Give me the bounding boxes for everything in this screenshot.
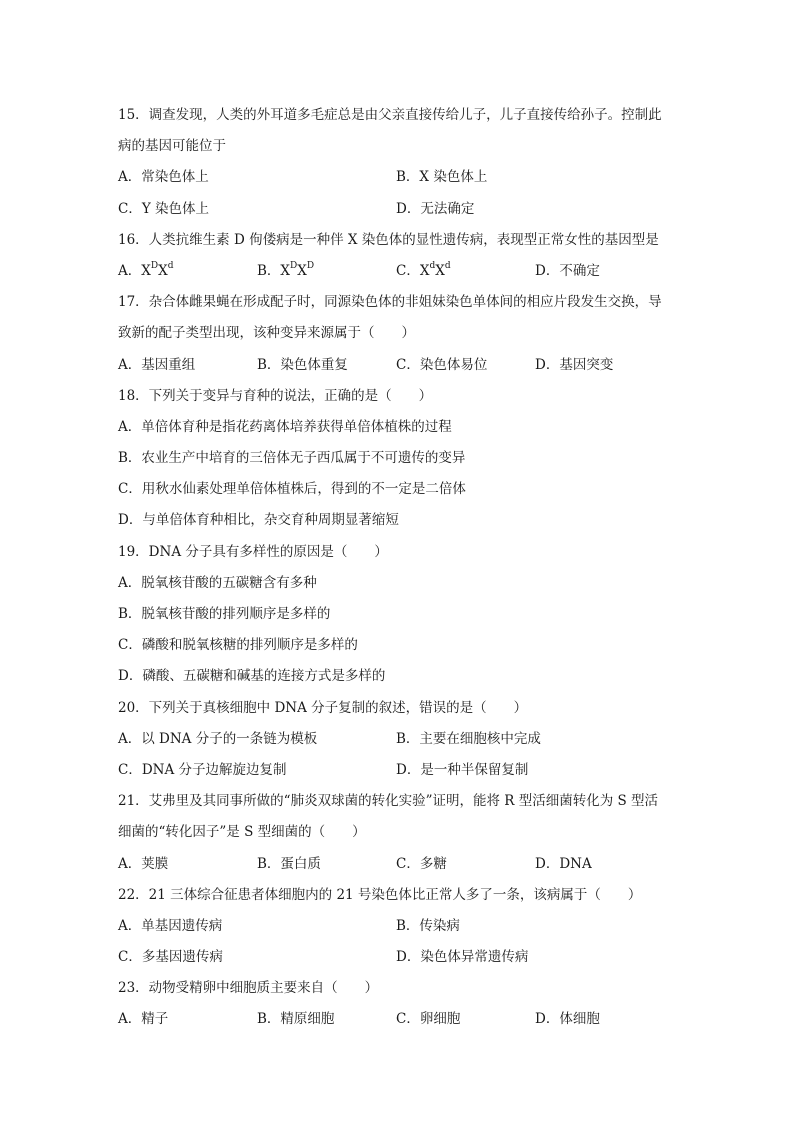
option-row: [118, 162, 678, 193]
allele-superscript: D: [150, 261, 159, 272]
question-stem: 20．下列关于真核细胞中 DNA 分子复制的叙述，错误的是（ ）: [118, 699, 528, 716]
question-stem: 23．动物受精卵中细胞质主要来自（ ）: [118, 980, 379, 997]
option: A．脱氧核苷酸的五碳糖含有多种: [118, 574, 317, 591]
question-stem: 17．杂合体雌果蝇在形成配子时，同源染色体的非姐妹染色单体间的相应片段发生交换，导: [118, 294, 662, 311]
option: D．不确定: [535, 262, 600, 279]
option-row: [118, 256, 678, 287]
option: B．X 染色体上: [396, 169, 488, 186]
option-row: [118, 568, 678, 599]
option: D．无法确定: [396, 200, 475, 217]
genotype-text: C．X: [396, 262, 430, 279]
option: B．主要在细胞核中完成: [396, 730, 541, 747]
option-row: [118, 412, 678, 443]
question-stem: 22．21 三体综合征患者体细胞内的 21 号染色体比正常人多了一条，该病属于（ ）: [118, 886, 642, 903]
option: C．染色体易位: [396, 356, 488, 373]
question-stem: 19．DNA 分子具有多样性的原因是（ ）: [118, 543, 388, 560]
option: C．磷酸和脱氧核糖的排列顺序是多样的: [118, 637, 358, 654]
option: A．基因重组: [118, 356, 196, 373]
option: C．Y 染色体上: [118, 200, 210, 217]
option: A．单基因遗传病: [118, 917, 223, 934]
exam-page: [118, 100, 678, 1036]
option-row: [118, 505, 678, 536]
option: C．卵细胞: [396, 1011, 461, 1028]
option: B．传染病: [396, 917, 460, 934]
allele-superscript: d: [429, 261, 436, 272]
option: D．磷酸、五碳糖和碱基的连接方式是多样的: [118, 668, 386, 685]
genotype-text: B．X: [257, 262, 291, 279]
option: B．蛋白质: [257, 855, 321, 872]
option: D．基因突变: [535, 356, 614, 373]
option-row: [118, 849, 678, 880]
question-stem: 16．人类抗维生素 D 佝偻病是一种伴 X 染色体的显性遗传病，表现型正常女性的基因型是: [118, 231, 659, 248]
genotype-text: A．X: [118, 262, 151, 279]
option: A．以 DNA 分子的一条链为模板: [118, 730, 318, 747]
option: [118, 256, 173, 287]
option: D．是一种半保留复制: [396, 761, 529, 778]
question-stem: 18．下列关于变异与育种的说法，正确的是（ ）: [118, 387, 433, 404]
option: D．与单倍体育种相比，杂交育种周期显著缩短: [118, 512, 399, 529]
option: C．多糖: [396, 855, 447, 872]
option: C．DNA 分子边解旋边复制: [118, 761, 287, 778]
question-stem: 致新的配子类型出现，该种变异来源属于（ ）: [118, 325, 415, 342]
option: D．染色体异常遗传病: [396, 949, 529, 966]
question-stem: 病的基因可能位于: [118, 138, 226, 155]
question-stem: 细菌的“转化因子”是 S 型细菌的（ ）: [118, 824, 366, 841]
option-row: [118, 755, 678, 786]
option-row: [118, 942, 678, 973]
option: A．单倍体育种是指花药离体培养获得单倍体植株的过程: [118, 418, 452, 435]
option-row: [118, 724, 678, 755]
allele-superscript: d: [444, 261, 451, 272]
genotype-text: X: [435, 262, 445, 279]
option: D．DNA: [535, 855, 592, 872]
question-stem: 21．艾弗里及其同事所做的“肺炎双球菌的转化实验”证明，能将 R 型活细菌转化为 S 型活: [118, 793, 659, 810]
option-row: [118, 661, 678, 692]
option: B．农业生产中培育的三倍体无子西瓜属于不可遗传的变异: [118, 450, 466, 467]
allele-superscript: D: [290, 261, 298, 272]
option-row: [118, 599, 678, 630]
option: A．常染色体上: [118, 169, 209, 186]
option: [396, 256, 451, 287]
option: [257, 256, 314, 287]
option: C．多基因遗传病: [118, 949, 223, 966]
option: A．荚膜: [118, 855, 169, 872]
option-row: [118, 350, 678, 381]
genotype-text: X: [297, 262, 307, 279]
option: C．用秋水仙素处理单倍体植株后，得到的不一定是二倍体: [118, 481, 466, 498]
option-row: [118, 1004, 678, 1035]
option: B．脱氧核苷酸的排列顺序是多样的: [118, 606, 331, 622]
option-row: [118, 194, 678, 225]
option: B．染色体重复: [257, 356, 348, 373]
option-row: [118, 911, 678, 942]
allele-superscript: D: [306, 261, 315, 272]
option-row: [118, 474, 678, 505]
genotype-text: X: [158, 262, 168, 279]
option: A．精子: [118, 1011, 169, 1028]
question-stem: 15．调查发现，人类的外耳道多毛症总是由父亲直接传给儿子，儿子直接传给孙子。控制此: [118, 107, 662, 123]
option-row: [118, 443, 678, 474]
option: D．体细胞: [535, 1011, 600, 1028]
option: B．精原细胞: [257, 1011, 335, 1028]
option-row: [118, 630, 678, 661]
allele-superscript: d: [167, 261, 174, 272]
